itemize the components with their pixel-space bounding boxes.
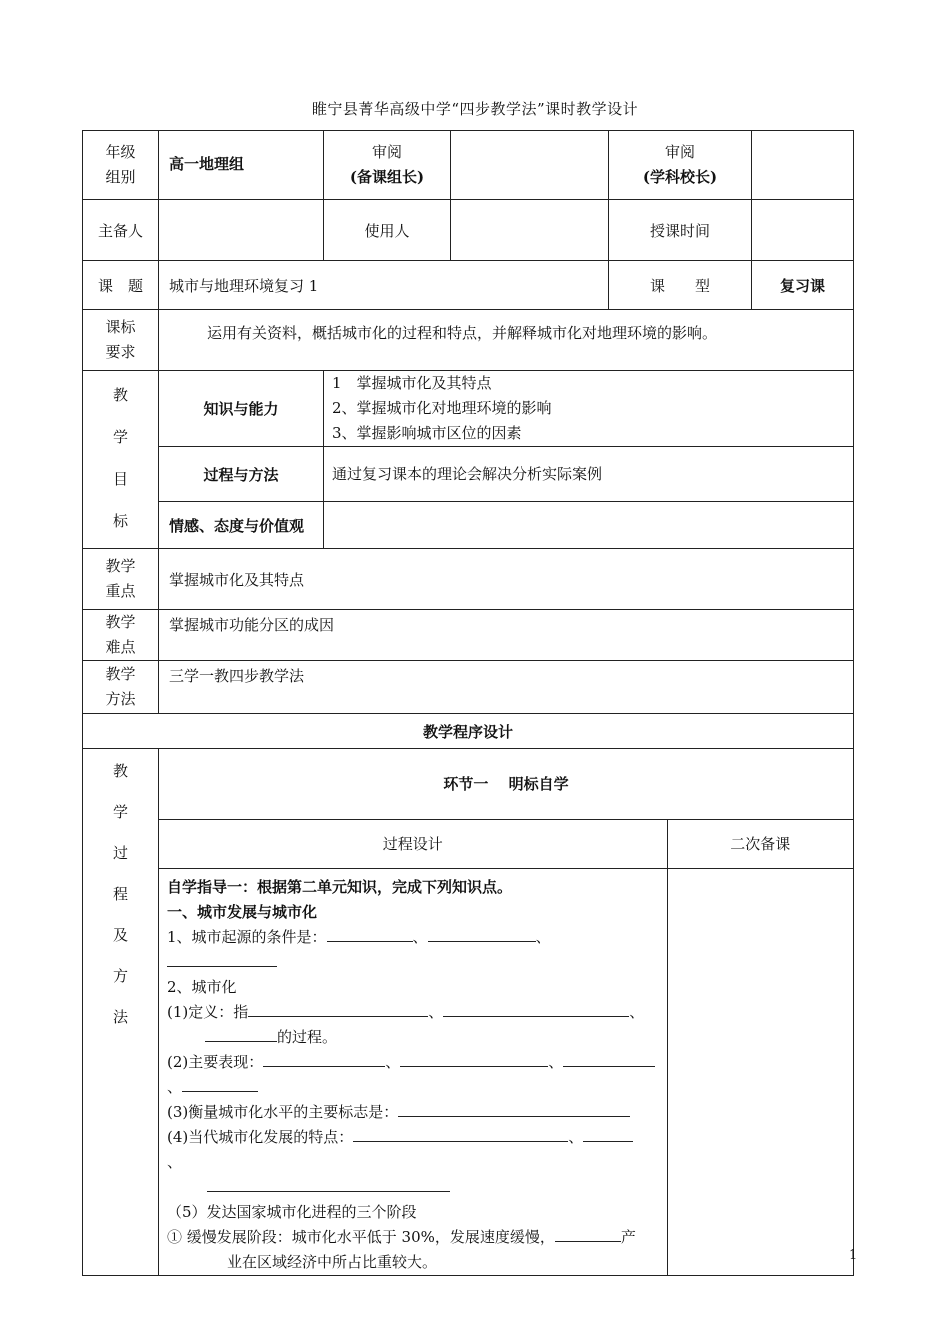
standard-text: 运用有关资料，概括城市化的过程和特点，并解释城市化对地理环境的影响。 bbox=[159, 310, 854, 371]
grade-group-label: 年级 组别 bbox=[83, 131, 159, 200]
question-features-cont2 bbox=[167, 1175, 661, 1200]
emotion-values-label: 情感、态度与价值观 bbox=[159, 502, 324, 549]
question-manifestation: (2)主要表现： 、 、 bbox=[167, 1050, 661, 1075]
lesson-design-table bbox=[82, 130, 854, 1276]
method-label: 教学 方法 bbox=[83, 661, 159, 714]
list-item: 2、掌握城市化对地理环境的影响 bbox=[332, 399, 552, 417]
answer-blank[interactable] bbox=[428, 926, 536, 942]
answer-blank[interactable] bbox=[583, 1126, 633, 1142]
method-text: 三学一教四步教学法 bbox=[159, 661, 854, 714]
key-point-text: 掌握城市化及其特点 bbox=[159, 549, 854, 610]
process-inner-table bbox=[159, 749, 853, 1275]
process-method-label: 过程与方法 bbox=[159, 447, 324, 502]
answer-blank[interactable] bbox=[555, 1226, 621, 1242]
answer-blank[interactable] bbox=[400, 1051, 548, 1067]
key-point-label: 教学 重点 bbox=[83, 549, 159, 610]
lesson-type-label: 课 型 bbox=[609, 261, 752, 310]
question-features: (4)当代城市化发展的特点： 、 bbox=[167, 1125, 661, 1150]
process-design-header: 过程设计 bbox=[159, 819, 667, 868]
answer-blank[interactable] bbox=[205, 1026, 277, 1042]
objectives-label: 教 学 目 标 bbox=[83, 371, 159, 549]
list-item: 3、掌握影响城市区位的因素 bbox=[332, 424, 522, 442]
second-preparation-content[interactable] bbox=[667, 868, 853, 1275]
document-title: 睢宁县菁华高级中学“四步教学法”课时教学设计 bbox=[311, 100, 639, 118]
question-origin: 1、城市起源的条件是： 、 、 bbox=[167, 925, 661, 975]
list-item: 1 掌握城市化及其特点 bbox=[332, 374, 492, 392]
user-value[interactable] bbox=[451, 200, 609, 261]
review-principal-value[interactable] bbox=[752, 131, 854, 200]
question-features-cont: 、 bbox=[167, 1152, 183, 1171]
answer-blank[interactable] bbox=[443, 1001, 629, 1017]
answer-blank[interactable] bbox=[327, 926, 413, 942]
preparer-label: 主备人 bbox=[83, 200, 159, 261]
lesson-type-value: 复习课 bbox=[752, 261, 854, 310]
difficulty-text: 掌握城市功能分区的成因 bbox=[159, 610, 854, 661]
answer-blank[interactable] bbox=[248, 1001, 428, 1017]
answer-blank[interactable] bbox=[207, 1176, 450, 1192]
emotion-values-value[interactable] bbox=[324, 502, 854, 549]
topic-label: 课 题 bbox=[83, 261, 159, 310]
question-stages: （5）发达国家城市化进程的三个阶段 bbox=[167, 1202, 417, 1221]
answer-blank[interactable] bbox=[398, 1101, 630, 1117]
question-stage-one: ① 缓慢发展阶段：城市化水平低于 30%，发展速度缓慢， 产 bbox=[167, 1227, 636, 1246]
question-stage-one-cont: 业在区域经济中所占比重较大。 bbox=[227, 1252, 438, 1271]
knowledge-ability-label: 知识与能力 bbox=[159, 371, 324, 447]
answer-blank[interactable] bbox=[563, 1051, 655, 1067]
answer-blank[interactable] bbox=[263, 1051, 385, 1067]
topic-value: 城市与地理环境复习 1 bbox=[159, 261, 609, 310]
answer-blank[interactable] bbox=[353, 1126, 568, 1142]
class-time-label: 授课时间 bbox=[609, 200, 752, 261]
question-urbanization: 2、城市化 bbox=[167, 977, 237, 996]
answer-blank[interactable] bbox=[167, 951, 277, 967]
question-definition-cont: 的过程。 bbox=[167, 1025, 661, 1050]
grade-group-value: 高一地理组 bbox=[159, 131, 324, 200]
page-number: 1 bbox=[849, 1248, 858, 1263]
standard-label: 课标 要求 bbox=[83, 310, 159, 371]
user-label: 使用人 bbox=[324, 200, 451, 261]
stage-title: 环节一 明标自学 bbox=[159, 749, 853, 819]
review-principal-label: 审阅 (学科校长) bbox=[609, 131, 752, 200]
review-group-leader-label: 审阅 (备课组长) bbox=[324, 131, 451, 200]
question-definition: (1)定义：指 、 、 bbox=[167, 1002, 645, 1021]
process-design-content bbox=[159, 868, 667, 1275]
class-time-value[interactable] bbox=[752, 200, 854, 261]
self-study-guide: 自学指导一：根据第二单元知识，完成下列知识点。 bbox=[167, 877, 513, 896]
process-content bbox=[159, 749, 854, 1276]
question-manifestation-cont: 、 bbox=[167, 1075, 661, 1100]
process-label: 教 学 过 程 及 方 法 bbox=[83, 749, 159, 1276]
knowledge-ability-list bbox=[324, 371, 854, 447]
program-design-title: 教学程序设计 bbox=[83, 714, 854, 749]
difficulty-label: 教学 难点 bbox=[83, 610, 159, 661]
second-preparation-header: 二次备课 bbox=[667, 819, 853, 868]
section-heading: 一、城市发展与城市化 bbox=[167, 902, 318, 921]
answer-blank[interactable] bbox=[182, 1076, 258, 1092]
process-method-text: 通过复习课本的理论会解决分析实际案例 bbox=[324, 447, 854, 502]
preparer-value[interactable] bbox=[159, 200, 324, 261]
question-indicator: (3)衡量城市化水平的主要标志是： bbox=[167, 1100, 661, 1125]
review-group-leader-value[interactable] bbox=[451, 131, 609, 200]
